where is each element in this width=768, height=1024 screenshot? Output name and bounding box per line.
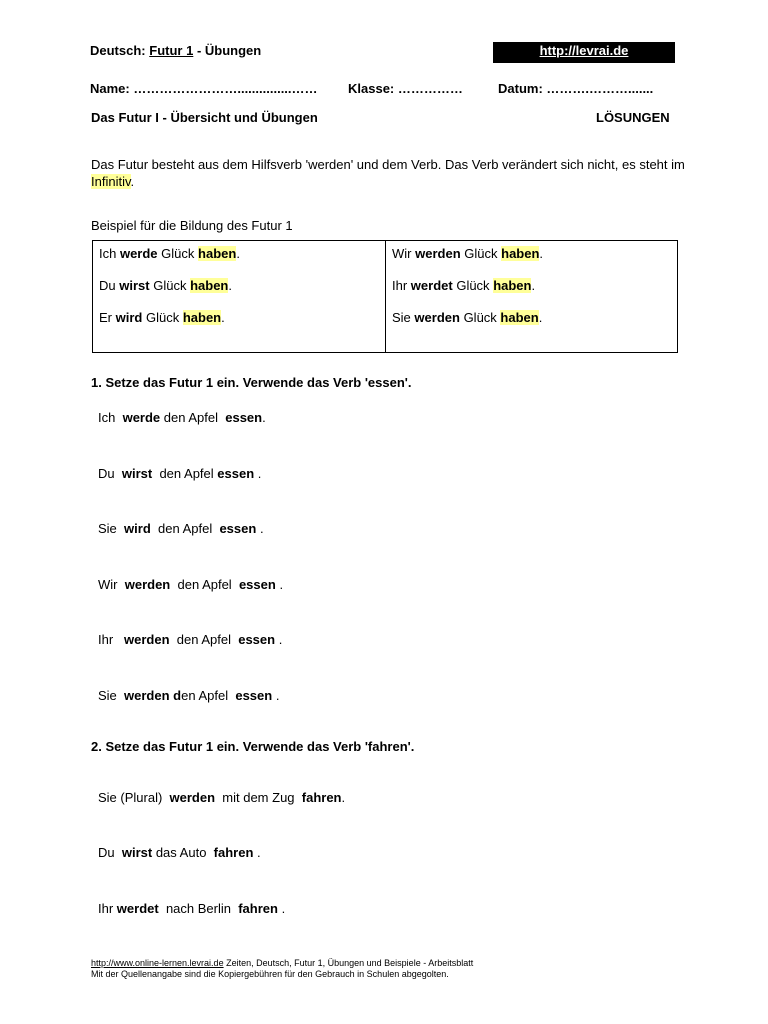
example-cell: Wir werden Glück haben. [392,246,544,261]
task1-answer: Ich werde den Apfel essen. [98,410,266,425]
example-cell: Ich werde Glück haben. [99,246,240,261]
task1-answer: Ihr werden den Apfel essen . [98,632,283,647]
class-field: Klasse: …………… [348,81,463,96]
intro-text: Das Futur besteht aus dem Hilfsverb 'werden' und dem Verb. Das Verb verändert sich nicht, es steht im [91,157,685,172]
task2-answer: Sie (Plural) werden mit dem Zug fahren. [98,790,346,805]
site-link[interactable]: http://levrai.de [539,43,629,58]
example-cell: Sie werden Glück haben. [392,310,543,325]
example-column-plural [385,241,677,352]
example-column-singular [93,241,385,352]
task1-answer: Wir werden den Apfel essen . [98,577,284,592]
task1-answer: Sie werden den Apfel essen . [98,688,280,703]
subject-label: Deutsch: [90,43,146,58]
footer-line-2: Mit der Quellenangabe sind die Kopiergebühren für den Gebrauch in Schulen abgegolten. [91,969,449,979]
task1-answer: Du wirst den Apfel essen . [98,466,262,481]
intro-end: . [130,174,135,189]
intro-paragraph [91,156,691,190]
name-field: Name: ……………………...............…… [90,81,318,96]
example-caption: Beispiel für die Bildung des Futur 1 [91,218,293,233]
example-cell: Ihr werdet Glück haben. [392,278,536,293]
example-cell: Du wirst Glück haben. [99,278,232,293]
topic-label: Futur 1 [149,43,194,58]
section-title: Das Futur I - Übersicht und Übungen [91,110,318,125]
task2-answer: Du wirst das Auto fahren . [98,845,261,860]
footer-link[interactable]: http://www.online-lernen.levrai.de [91,958,224,968]
footer-line-1: http://www.online-lernen.levrai.de Zeiten, Deutsch, Futur 1, Übungen und Beispiele - Arbeitsblatt [91,958,474,968]
date-field: Datum: ……….………....... [498,81,654,96]
infinitiv-highlight: Infinitiv [91,174,131,189]
title-rest: - Übungen [196,43,262,58]
task2-answer: Ihr werdet nach Berlin fahren . [98,901,286,916]
task1-title: 1. Setze das Futur 1 ein. Verwende das Verb 'essen'. [91,375,412,390]
worksheet-title [90,43,261,58]
task1-answer: Sie wird den Apfel essen . [98,521,264,536]
footer [91,958,473,980]
example-cell: Er wird Glück haben. [99,310,225,325]
task2-title: 2. Setze das Futur 1 ein. Verwende das Verb 'fahren'. [91,739,415,754]
solutions-label: LÖSUNGEN [596,110,670,125]
site-link-box[interactable] [493,42,675,63]
example-table [92,240,678,353]
